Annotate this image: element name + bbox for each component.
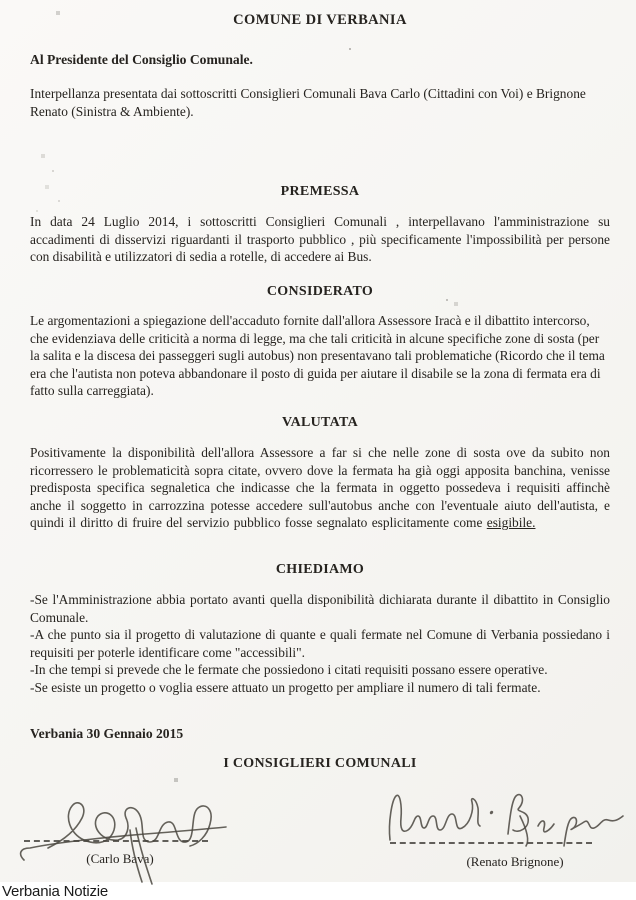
- signatures-heading: I CONSIGLIERI COMUNALI: [223, 756, 417, 772]
- watermark-text: Verbania Notizie: [2, 883, 109, 900]
- scan-noise-speckles: [0, 0, 2, 2]
- section-heading-valutata: VALUTATA: [281, 414, 359, 430]
- signature-renato-brignone: [380, 788, 626, 850]
- premessa-body: In data 24 Luglio 2014, i sottoscritti Consiglieri Comunali , interpellavano l'amministrazione su accadimenti di disservizi riguardanti il trasporto pubblico , più specificamente l'impossibilità per persone con disabilità e utilizzatori di sedia a rotelle, di accedere ai Bus.: [30, 214, 610, 265]
- section-heading-chiediamo: CHIEDIAMO: [275, 561, 365, 577]
- considerato-body: Le argomentazioni a spiegazione dell'accaduto fornite dall'allora Assessore Iracà e il dibattito intercorso, che evidenziava delle criticità a norma di legge, ma che tali criticità in alcune specifiche zone di sosta (per la salita e la discesa dei passeggeri sugli autobus) non presentavano tali problematiche (Ricordo che il tema era che l'autista non poteva abbandonare il posto di guida per aiutare il disabile se la zona di fermata era di fatto sulla carreggiata).: [30, 312, 605, 399]
- requests-list: [30, 591, 610, 697]
- signature-carlo-bava: [18, 790, 228, 886]
- valutata-body-text: Positivamente la disponibilità dell'allora Assessore a far si che nelle zone di sosta ove da subito non ricorressero le problematicità sopra citate, ovvero dove la fermata ha già oggi apposita banchina, venisse predisposta specifica segnaletica che indicasse che la fermata in oggetto possedeva i requisiti affinchè anche il soggetto in carrozzina potesse accedere sull'autobus anche con l'eventuale aiuto dell'autista, e quindi il diritto di fruire del servizio pubblico fosse segnalato esplicitamente come: [30, 444, 610, 531]
- signature-name-renato-brignone: (Renato Brignone): [466, 854, 564, 869]
- date-line: Verbania 30 Gennaio 2015: [30, 726, 184, 742]
- section-heading-premessa: PREMESSA: [280, 184, 360, 200]
- signature-name-carlo-bava: (Carlo Bava): [86, 851, 154, 866]
- request-item: -Se esiste un progetto o voglia essere attuato un progetto per ampliare il numero di tali fermate.: [30, 679, 541, 695]
- request-item: -A che punto sia il progetto di valutazione di quante e quali fermate nel Comune di Verbania possiedano i requisiti per poterle identificare come "accessibili".: [30, 627, 610, 660]
- addressee-line: Al Presidente del Consiglio Comunale.: [30, 52, 253, 67]
- request-item: -Se l'Amministrazione abbia portato avanti quella disponibilità dichiarata durante il dibattito in Consiglio Comunale.: [30, 591, 610, 625]
- request-item: -In che tempi si prevede che le fermate che possiedono i citati requisiti possano essere operative.: [30, 662, 548, 678]
- section-heading-considerato: CONSIDERATO: [266, 283, 374, 299]
- document-title: COMUNE DI VERBANIA: [233, 12, 407, 28]
- intro-paragraph: Interpellanza presentata dai sottoscritti Consiglieri Comunali Bava Carlo (Cittadini con Voi) e Brignone Renato (Sinistra & Ambiente).: [30, 86, 586, 119]
- underlined-word: esigibile.: [486, 515, 536, 531]
- valutata-body: [30, 444, 610, 532]
